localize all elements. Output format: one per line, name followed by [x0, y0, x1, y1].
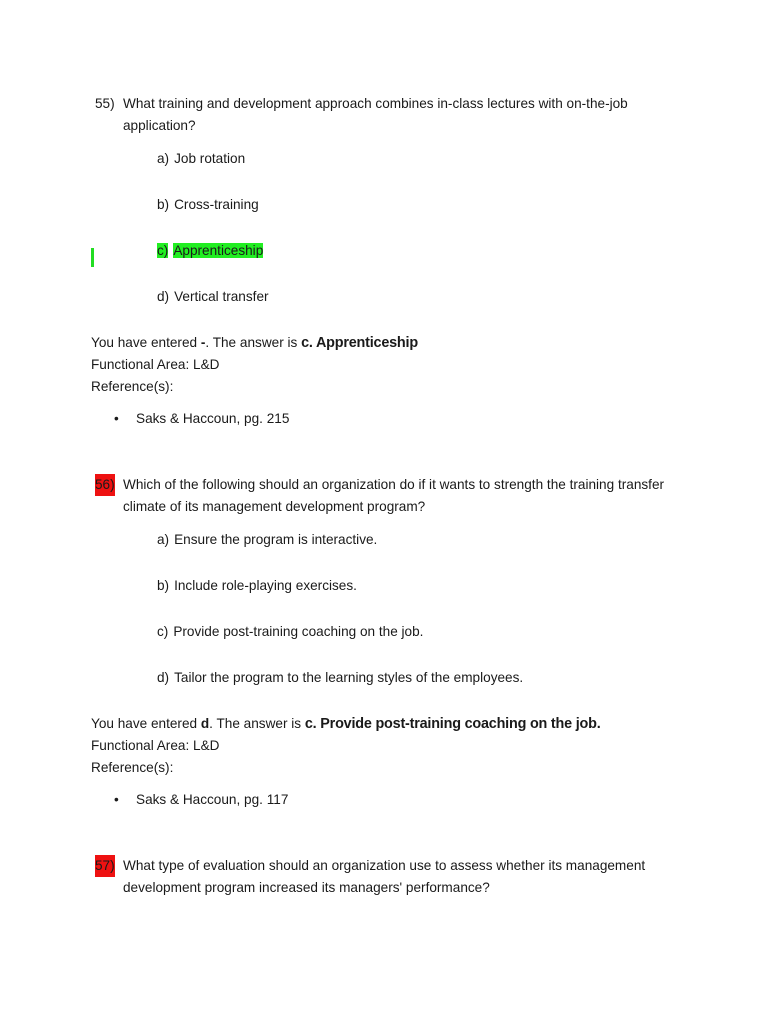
option-a: a) Ensure the program is interactive.	[157, 532, 378, 547]
correct-answer: c. Apprenticeship	[301, 335, 418, 351]
entered-value: -	[200, 335, 206, 350]
question-text: What training and development approach combines in-class lectures with on-the-job application?	[123, 96, 628, 133]
question-number: 56)	[95, 474, 115, 496]
option-b: b) Include role-playing exercises.	[157, 578, 357, 593]
option-b: b) Cross-training	[157, 197, 259, 212]
question-number: 55)	[95, 96, 115, 111]
answer-feedback: You have entered -. The answer is c. Apprenticeship	[91, 335, 418, 351]
question-56	[95, 474, 675, 518]
bullet-icon: •	[114, 792, 119, 807]
correct-answer: c. Provide post-training coaching on the job.	[304, 716, 601, 732]
references-label: Reference(s):	[91, 379, 174, 394]
references-label: Reference(s):	[91, 760, 174, 775]
bullet-icon: •	[114, 411, 119, 426]
option-c: c) Provide post-training coaching on the job.	[157, 624, 424, 639]
reference-item: • Saks & Haccoun, pg. 215	[114, 408, 289, 430]
option-c-correct: c) Apprenticeship	[157, 243, 264, 258]
question-57	[95, 855, 675, 899]
question-text: Which of the following should an organization do if it wants to strength the training transfer climate of its management development program?	[123, 477, 665, 514]
option-d: d) Vertical transfer	[157, 289, 269, 304]
option-d: d) Tailor the program to the learning styles of the employees.	[157, 670, 524, 685]
reference-item: • Saks & Haccoun, pg. 117	[114, 789, 288, 811]
change-bar	[91, 248, 94, 267]
functional-area: Functional Area: L&D	[91, 738, 220, 753]
question-number: 57)	[95, 855, 115, 877]
answer-feedback: You have entered d. The answer is c. Provide post-training coaching on the job.	[91, 716, 601, 732]
question-55	[95, 93, 675, 137]
option-a: a) Job rotation	[157, 151, 246, 166]
functional-area: Functional Area: L&D	[91, 357, 220, 372]
entered-value: d	[200, 716, 210, 731]
question-text: What type of evaluation should an organization use to assess whether its management development program increased its managers' performance?	[123, 858, 646, 895]
